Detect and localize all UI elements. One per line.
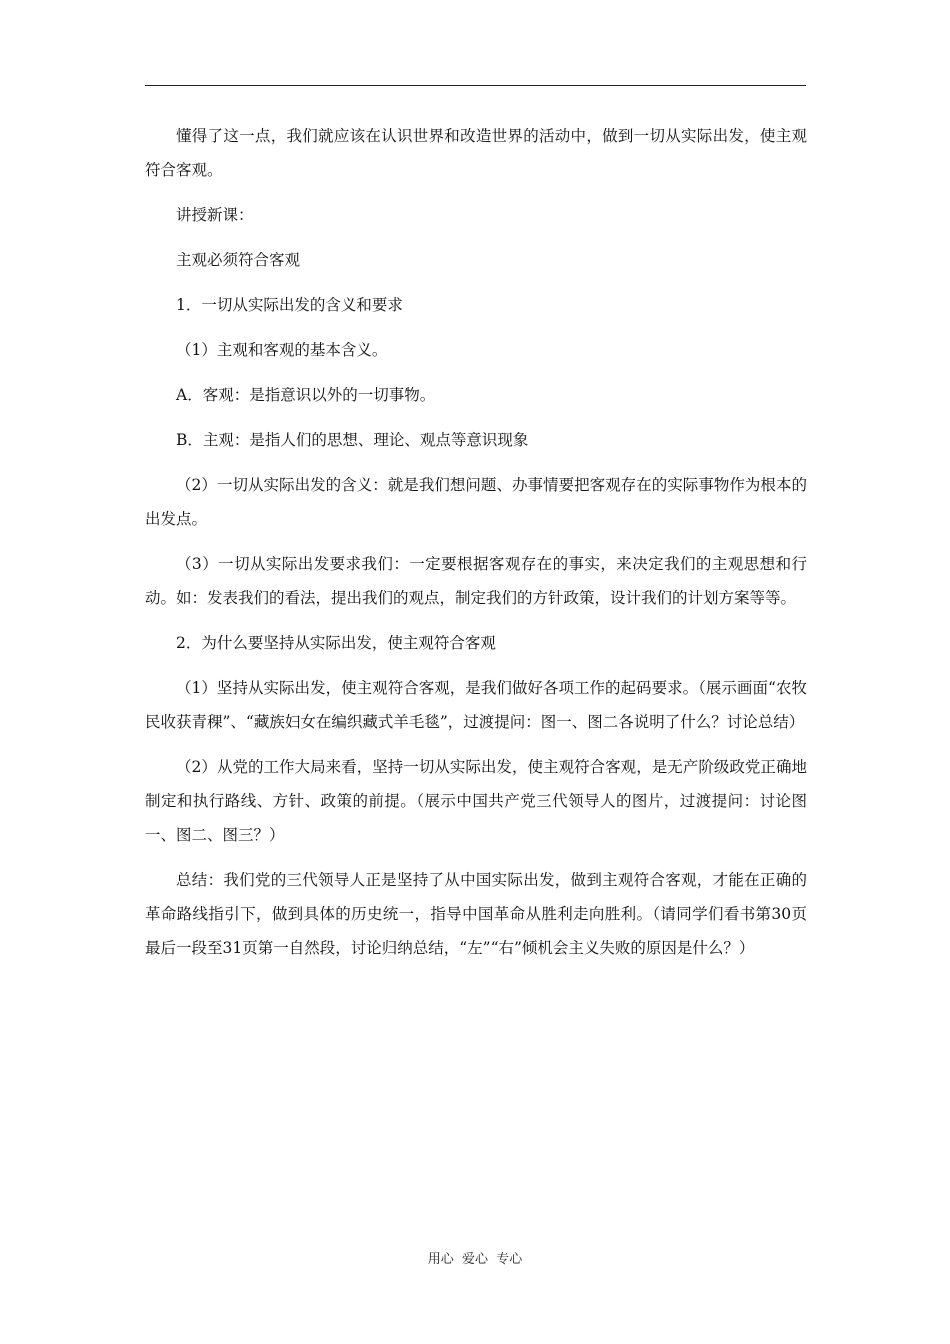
subheading-2-1: （1）坚持从实际出发，使主观符合客观，是我们做好各项工作的起码要求。（展示画面“农牧民收获青稞”、“藏族妇女在编织藏式羊毛毯”，过渡提问：图一、图二各说明了什么？讨论总结） [145,679,807,731]
heading-1: 1．一切从实际出发的含义和要求 [176,296,403,314]
item-a-objective: A．客观：是指意识以外的一切事物。 [176,386,436,404]
section-title: 主观必须符合客观 [176,251,301,269]
subheading-1-2: （2）一切从实际出发的含义：就是我们想问题、办事情要把客观存在的实际事物作为根本的出发点。 [145,476,807,528]
subheading-1-1: （1）主观和客观的基本含义。 [176,341,388,359]
header-rule [145,85,806,86]
paragraph-new-lesson: 讲授新课： [176,206,254,224]
paragraph-intro: 懂得了这一点，我们就应该在认识世界和改造世界的活动中，做到一切从实际出发，使主观符合客观。 [145,127,807,179]
heading-2: 2．为什么要坚持从实际出发，使主观符合客观 [176,634,496,652]
document-body [145,119,807,976]
item-b-subjective: B．主观：是指人们的思想、理论、观点等意识现象 [176,431,529,449]
page-footer: 用心 爱心 专心 [427,1252,523,1267]
paragraph-summary: 总结：我们党的三代领导人正是坚持了从中国实际出发，做到主观符合客观，才能在正确的革命路线指引下，做到具体的历史统一，指导中国革命从胜利走向胜利。（请同学们看书第30页最后一段至31页第一自然段，讨论归纳总结，“左”“右”倾机会主义失败的原因是什么？） [145,871,807,957]
subheading-1-3: （3）一切从实际出发要求我们：一定要根据客观存在的事实，来决定我们的主观思想和行动。如：发表我们的看法，提出我们的观点，制定我们的方针政策，设计我们的计划方案等等。 [145,555,807,607]
subheading-2-2: （2）从党的工作大局来看，坚持一切从实际出发，使主观符合客观，是无产阶级政党正确地制定和执行路线、方针、政策的前提。（展示中国共产党三代领导人的图片，过渡提问：讨论图一、图二、图三？） [145,758,807,844]
